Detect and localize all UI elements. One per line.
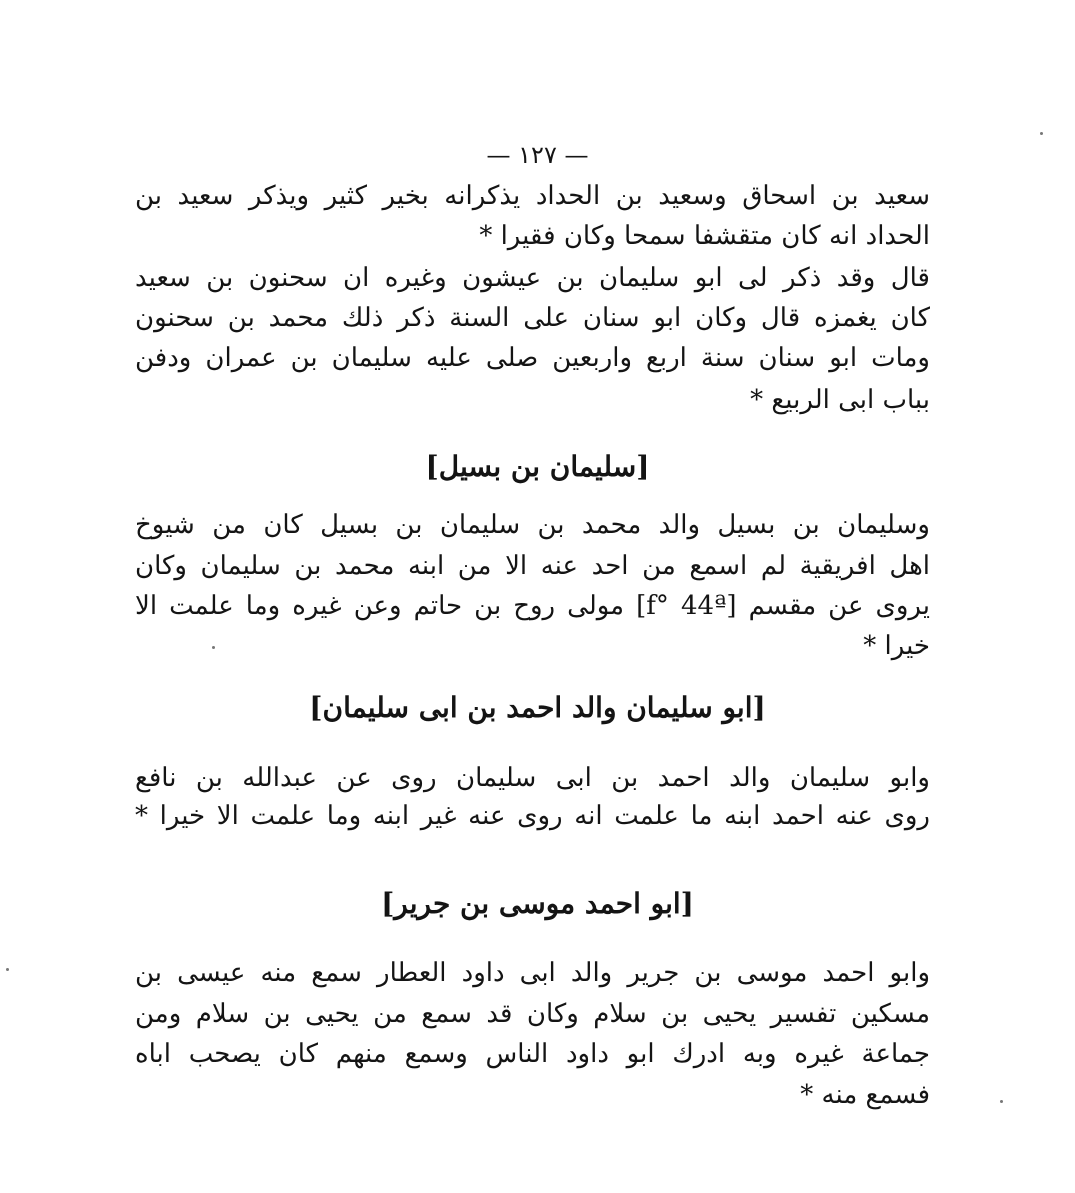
text-line: بباب ابى الربيع * <box>750 385 930 415</box>
text-line: مسكين تفسير يحيى بن سلام وكان قد سمع من يحيى بن سلام ومن <box>135 999 930 1029</box>
scan-speck <box>1040 132 1043 135</box>
scan-speck <box>1000 1100 1003 1103</box>
scan-speck <box>6 968 9 971</box>
text-line: خيرا * <box>863 631 930 661</box>
text-line: كان يغمزه قال وكان ابو سنان على السنة ذكر ذلك محمد بن سحنون <box>135 303 930 333</box>
section-heading: [ابو سليمان والد احمد بن ابى سليمان] <box>309 691 766 724</box>
text-line: وابو سليمان والد احمد بن ابى سليمان روى عن عبدالله بن نافع <box>135 763 930 793</box>
text-line: وابو احمد موسى بن جرير والد ابى داود العطار سمع منه عيسى بن <box>135 958 930 988</box>
text-line: وسليمان بن بسيل والد محمد بن سليمان بن بسيل كان من شيوخ <box>135 510 930 540</box>
text-line: الحداد انه كان متقشفا سمحا وكان فقيرا * <box>479 221 930 251</box>
text-line: يروى عن مقسم [f° 44ª] مولى روح بن حاتم وعن غيره وما علمت الا <box>135 591 930 621</box>
section-heading: [ابو احمد موسى بن جرير] <box>381 887 694 920</box>
text-line: فسمع منه * <box>800 1080 930 1110</box>
text-line: جماعة غيره وبه ادرك ابو داود الناس وسمع منهم كان يصحب اباه <box>135 1039 930 1069</box>
scan-speck <box>212 646 215 649</box>
text-line: قال وقد ذكر لى ابو سليمان بن عيشون وغيره ان سحنون بن سعيد <box>135 263 930 293</box>
page-number: — ١٢٧ — <box>486 141 589 169</box>
text-line: سعيد بن اسحاق وسعيد بن الحداد يذكرانه بخير كثير ويذكر سعيد بن <box>135 181 930 211</box>
text-line: ومات ابو سنان سنة اربع واربعين صلى عليه سليمان بن عمران ودفن <box>135 343 930 373</box>
section-heading: [سليمان بن بسيل] <box>425 450 650 483</box>
text-line: روى عنه احمد ابنه ما علمت انه روى عنه غير ابنه وما علمت الا خيرا * <box>135 801 930 831</box>
text-line: اهل افريقية لم اسمع من احد عنه الا من ابنه محمد بن سليمان وكان <box>135 551 930 581</box>
